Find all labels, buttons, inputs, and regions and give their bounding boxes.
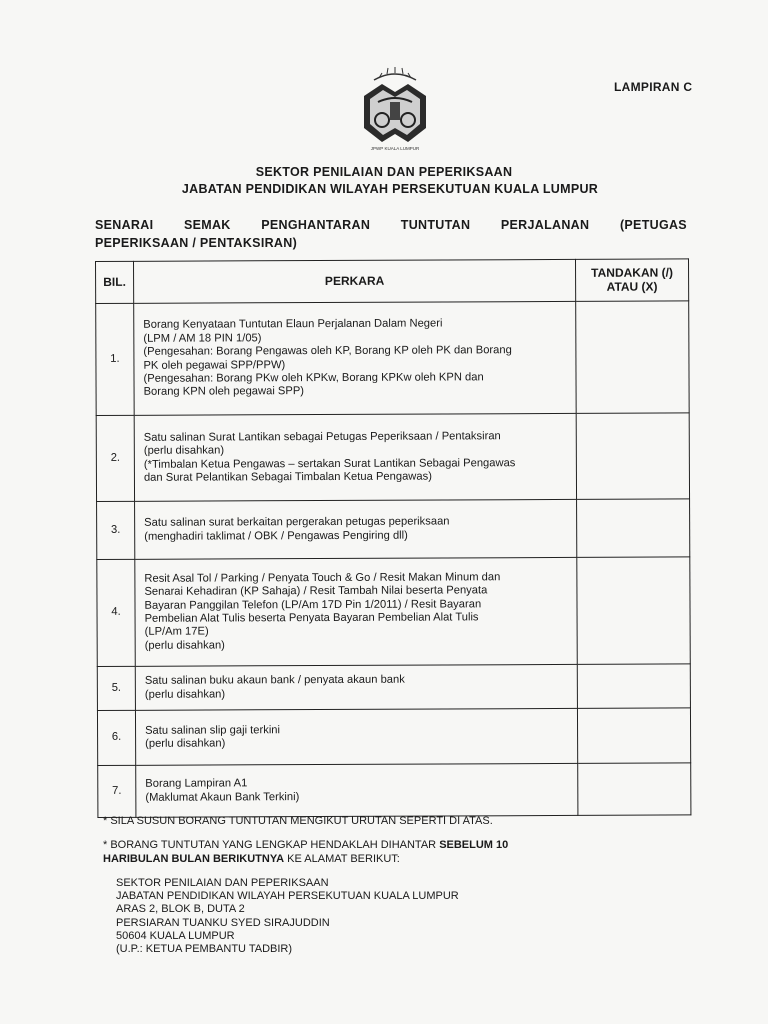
title-word: (PETUGAS [619,218,687,232]
tandakan-header: TANDAKAN (/) ATAU (X) [575,259,688,301]
tick-cell[interactable] [576,301,689,413]
tick-cell[interactable] [577,708,690,763]
row-number: 2. [96,415,134,501]
table-header-row [96,259,689,304]
tick-cell[interactable] [577,557,690,664]
tick-cell[interactable] [576,413,689,499]
address-line: 50604 KUALA LUMPUR [116,929,235,942]
row-number: 1. [96,303,134,415]
arrangement-note: * SILA SUSUN BORANG TUNTUTAN MENGIKUT URUTAN SEPERTI DI ATAS. [103,815,493,827]
department-name-heading: JABATAN PENDIDIKAN WILAYAH PERSEKUTUAN KUALA LUMPUR [181,182,599,196]
table-row [96,413,689,502]
department-sector-heading: SEKTOR PENILAIAN DAN PEPERIKSAAN [255,165,513,179]
address-line: (U.P.: KETUA PEMBANTU TADBIR) [116,943,293,956]
logo-caption: JPWP KUALA LUMPUR [370,146,420,151]
submission-note: * BORANG TUNTUTAN YANG LENGKAP HENDAKLAH DIHANTAR SEBELUM 10 HARIBULAN BULAN BERIKUTNYA KE ALAMAT BERIKUT: [103,839,509,865]
row-number: 4. [97,559,135,666]
bil-header: BIL. [96,261,134,303]
table-row [96,301,689,416]
row-description: Satu salinan Surat Lantikan sebagai Petugas Peperiksaan / Pentaksiran (perlu disahkan) (*Timbalan Ketua Pengawas – sertakan Surat Lantikan Sebagai Pengawas dan Surat Pelantikan Sebagai Timbalan Ketua Pengawas) [134,413,576,501]
row-description: Resit Asal Tol / Parking / Penyata Touch & Go / Resit Makan Minum dan Senarai Kehadiran (KP Sahaja) / Resit Tambah Nilai beserta Penyata Bayaran Panggilan Telefon (LP/Am 17D Pin 1/2011) / Resit Bayaran Pembelian Alat Tulis beserta Penyata Bayaran Pembelian Alat Tulis (LP/Am 17E) (perlu disahkan) [135,557,577,666]
title-line-2: PEPERIKSAAN / PENTAKSIRAN) [95,236,298,250]
table-row [97,557,690,667]
jpwp-crest-icon [352,66,438,162]
title-word: SEMAK [183,218,231,232]
annex-label: LAMPIRAN C [614,80,693,94]
row-number: 3. [97,501,135,559]
row-number: 7. [98,765,136,817]
row-description: Borang Lampiran A1 (Maklumat Akaun Bank Terkini) [136,763,578,817]
address-line: PERSIARAN TUANKU SYED SIRAJUDDIN [116,916,330,929]
mailing-address [116,877,459,956]
title-word: SENARAI [95,218,154,232]
title-word: PERJALANAN [500,218,590,232]
document-title [95,216,687,252]
table-row [97,708,690,766]
row-number: 6. [97,710,135,765]
table-row [98,763,691,818]
tick-cell[interactable] [577,664,690,708]
row-description: Borang Kenyataan Tuntutan Elaun Perjalanan Dalam Negeri (LPM / AM 18 PIN 1/05) (Pengesahan: Borang Pengawas oleh KP, Borang KP oleh PK dan Borang PK oleh pegawai SPP/PPW) (Pengesahan: Borang PKw oleh KPKw, Borang KPKw oleh KPN dan Borang KPN oleh pegawai SPP) [134,301,576,415]
address-line: JABATAN PENDIDIKAN WILAYAH PERSEKUTUAN KUALA LUMPUR [116,890,459,903]
row-number: 5. [97,666,135,710]
address-line: SEKTOR PENILAIAN DAN PEPERIKSAAN [116,877,329,889]
tick-cell[interactable] [577,499,690,557]
table-row [97,499,690,560]
row-description: Satu salinan buku akaun bank / penyata akaun bank (perlu disahkan) [135,664,577,710]
perkara-header: PERKARA [134,259,576,303]
checklist-table [95,258,691,818]
title-word: PENGHANTARAN [261,218,371,232]
tick-cell[interactable] [578,763,691,815]
title-word: TUNTUTAN [400,218,471,232]
row-description: Satu salinan surat berkaitan pergerakan petugas peperiksaan (menghadiri taklimat / OBK / Pengawas Pengiring dll) [135,499,577,559]
table-row [97,664,690,711]
address-line: ARAS 2, BLOK B, DUTA 2 [116,903,245,916]
row-description: Satu salinan slip gaji terkini (perlu disahkan) [135,708,577,765]
